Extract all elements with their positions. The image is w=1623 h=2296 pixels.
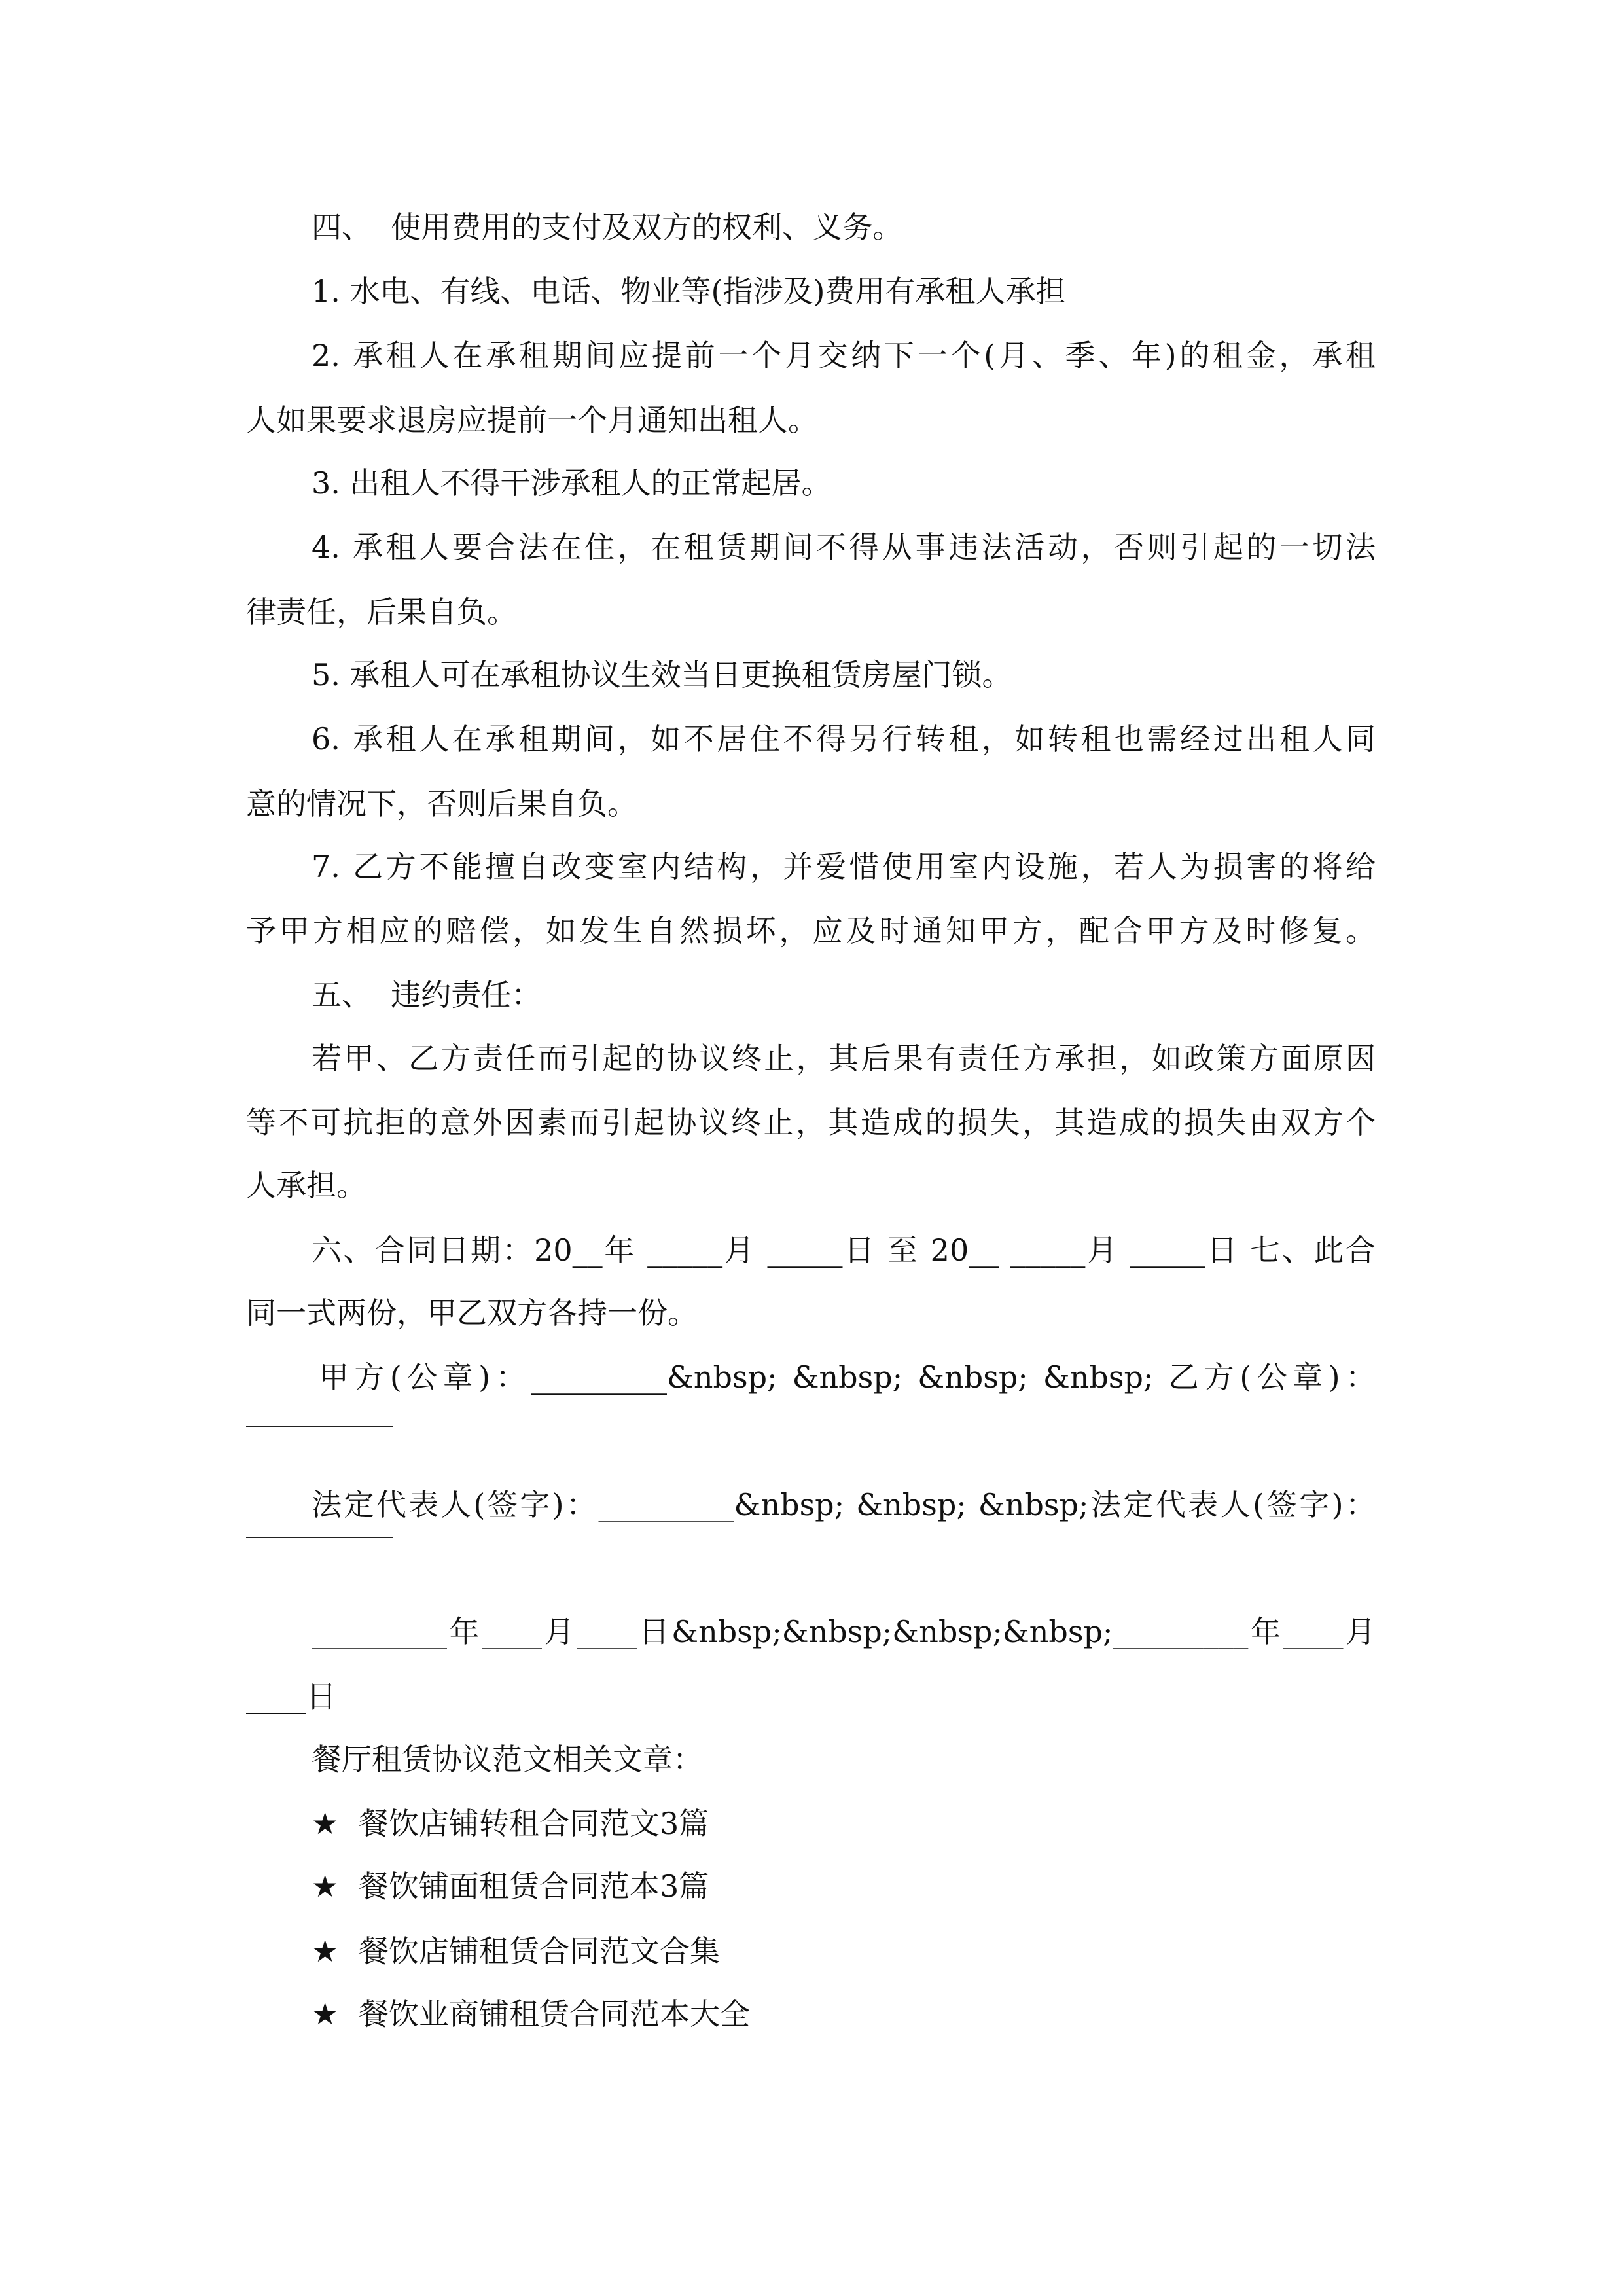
star-icon: ★ xyxy=(312,1869,339,1904)
section-4-item-4: 4. 承租人要合法在住，在租赁期间不得从事违法活动，否则引起的一切法 xyxy=(312,529,1376,565)
related-article-link[interactable] xyxy=(312,1868,709,1905)
section-4-item-2: 2. 承租人在承租期间应提前一个月交纳下一个(月、季、年)的租金，承租 xyxy=(312,338,1376,373)
star-icon: ★ xyxy=(312,1996,339,2032)
section-6-contract-date-cont: 同一式两份，甲乙双方各持一份。 xyxy=(246,1295,698,1331)
related-article-title[interactable]: 餐饮铺面租赁合同范本3篇 xyxy=(359,1869,709,1904)
star-icon: ★ xyxy=(312,1806,339,1841)
representative-blank-rule xyxy=(246,1537,393,1538)
seal-blank-rule xyxy=(246,1426,393,1427)
section-5-para-end: 人承担。 xyxy=(246,1168,366,1203)
related-article-title[interactable]: 餐饮店铺租赁合同范文合集 xyxy=(359,1933,720,1969)
related-article-link[interactable] xyxy=(312,1933,720,1969)
section-4-item-6-cont: 意的情况下，否则后果自负。 xyxy=(246,786,637,821)
related-article-title[interactable]: 餐饮店铺转租合同范文3篇 xyxy=(359,1806,709,1841)
signature-date-line: _________年____月____日&nbsp;&nbsp;&nbsp;&nbsp;_________年____月 xyxy=(312,1614,1376,1649)
related-article-title[interactable]: 餐饮业商铺租赁合同范本大全 xyxy=(359,1996,750,2032)
section-4-item-7: 7. 乙方不能擅自改变室内结构，并爱惜使用室内设施，若人为损害的将给 xyxy=(312,849,1376,884)
related-articles-heading: 餐厅租赁协议范文相关文章： xyxy=(312,1742,703,1777)
section-4-item-1: 1. 水电、有线、电话、物业等(指涉及)费用有承租人承担 xyxy=(312,274,1066,309)
section-4-item-4-cont: 律责任，后果自负。 xyxy=(246,594,517,630)
related-article-link[interactable] xyxy=(312,1996,750,2032)
section-4-item-3: 3. 出租人不得干涉承租人的正常起居。 xyxy=(312,465,832,501)
star-icon: ★ xyxy=(312,1933,339,1969)
section-6-contract-date: 六、合同日期：20__年 _____月 _____日 至 20__ _____月 _____日 七、此合 xyxy=(312,1232,1376,1268)
section-5-heading: 五、 违约责任： xyxy=(312,977,542,1013)
section-5-para-cont: 等不可抗拒的意外因素而引起协议终止，其造成的损失，其造成的损失由双方个 xyxy=(246,1105,1376,1140)
related-article-link[interactable] xyxy=(312,1805,709,1842)
section-4-item-5: 5. 承租人可在承租协议生效当日更换租赁房屋门锁。 xyxy=(312,657,1012,692)
seal-line: 甲方(公章)：_________&nbsp; &nbsp; &nbsp; &nbsp; 乙方(公章)： xyxy=(319,1359,1376,1395)
signature-date-line-cont: ____日 xyxy=(246,1679,336,1714)
section-4-item-6: 6. 承租人在承租期间，如不居住不得另行转租，如转租也需经过出租人同 xyxy=(312,721,1376,757)
section-4-item-2-cont: 人如果要求退房应提前一个月通知出租人。 xyxy=(246,403,818,438)
section-4-item-7-cont: 予甲方相应的赔偿，如发生自然损坏，应及时通知甲方，配合甲方及时修复。 xyxy=(246,913,1376,948)
section-5-para: 若甲、乙方责任而引起的协议终止，其后果有责任方承担，如政策方面原因 xyxy=(312,1041,1376,1076)
section-4-heading: 四、 使用费用的支付及双方的权利、义务。 xyxy=(312,209,903,245)
representative-line: 法定代表人(签字)：_________&nbsp; &nbsp; &nbsp;法定代表人(签字)： xyxy=(312,1487,1376,1522)
